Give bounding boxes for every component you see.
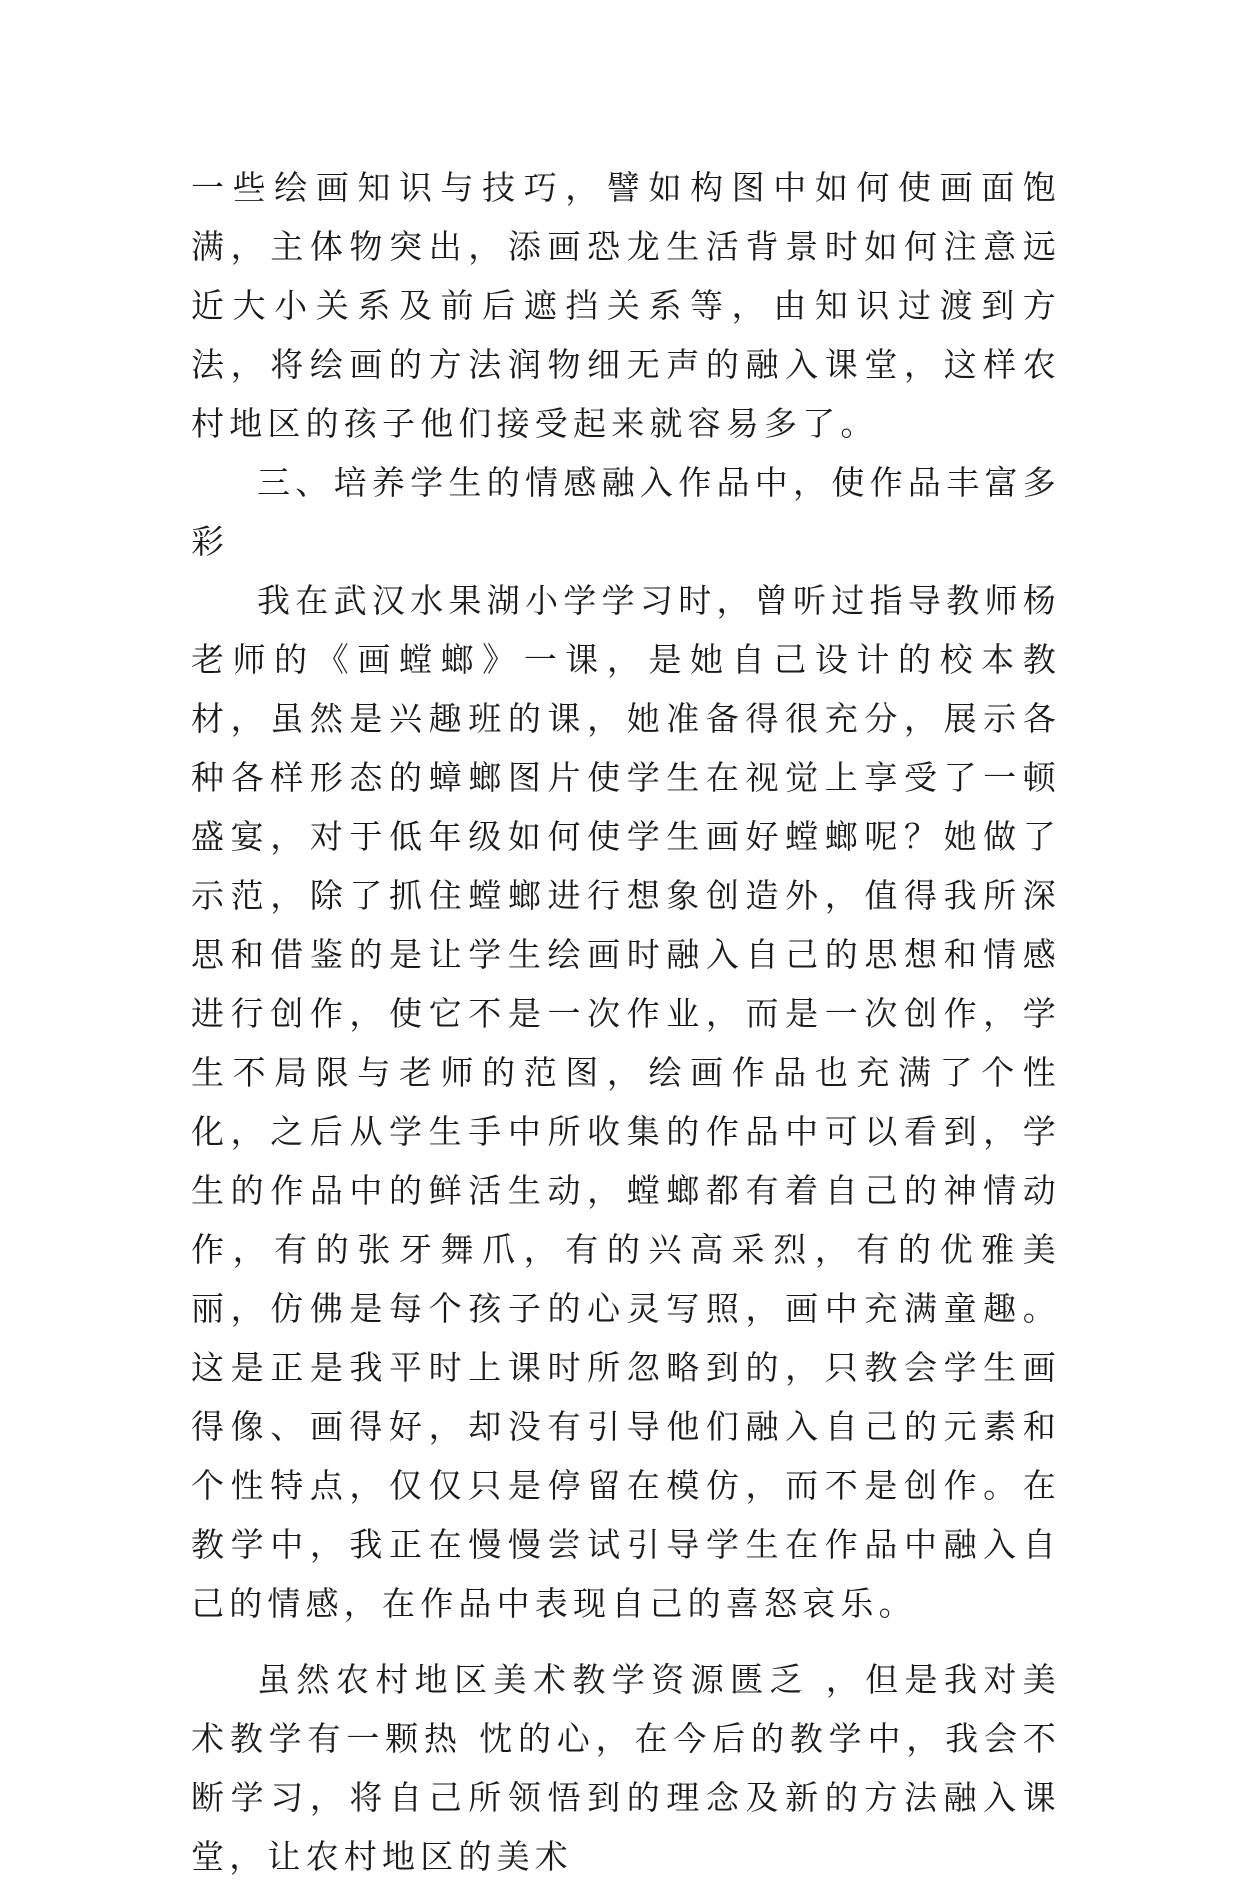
document-body bbox=[191, 158, 1061, 1886]
section-heading: 三、培养学生的情感融入作品中，使作品丰富多彩 bbox=[191, 463, 1061, 561]
paragraph-body-2: 虽然农村地区美术教学资源匮乏 ，但是我对美术教学有一颗热 忱的心，在今后的教学中，我会不断学习，将自己所领悟到的理念及新的方法融入课堂，让农村地区的美术 bbox=[191, 1660, 1061, 1876]
paragraph-continuation: 一些绘画知识与技巧，譬如构图中如何使画面饱满，主体物突出，添画恐龙生活背景时如何注意远近大小关系及前后遮挡关系等，由知识过渡到方法，将绘画的方法润物细无声的融入课堂，这样农村地区的孩子他们接受起来就容易多了。 bbox=[191, 168, 1061, 443]
paragraph-body-1: 我在武汉水果湖小学学习时，曾听过指导教师杨老师的《画螳螂》一课，是她自己设计的校本教材，虽然是兴趣班的课，她准备得很充分，展示各种各样形态的蟑螂图片使学生在视觉上享受了一顿盛宴，对于低年级如何使学生画好螳螂呢？她做了示范，除了抓住螳螂进行想象创造外，值得我所深思和借鉴的是让学生绘画时融入自己的思想和情感进行创作，使它不是一次作业，而是一次创作，学生不局限与老师的范图，绘画作品也充满了个性化，之后从学生手中所收集的作品中可以看到，学生的作品中的鲜活生动，螳螂都有着自己的神情动作，有的张牙舞爪，有的兴高采烈，有的优雅美丽，仿佛是每个孩子的心灵写照，画中充满童趣。这是正是我平时上课时所忽略到的，只教会学生画得像、画得好，却没有引导他们融入自己的元素和个性特点，仅仅只是停留在模仿，而不是创作。在教学中，我正在慢慢尝试引导学生在作品中融入自己的情感，在作品中表现自己的喜怒哀乐。 bbox=[191, 581, 1061, 1623]
